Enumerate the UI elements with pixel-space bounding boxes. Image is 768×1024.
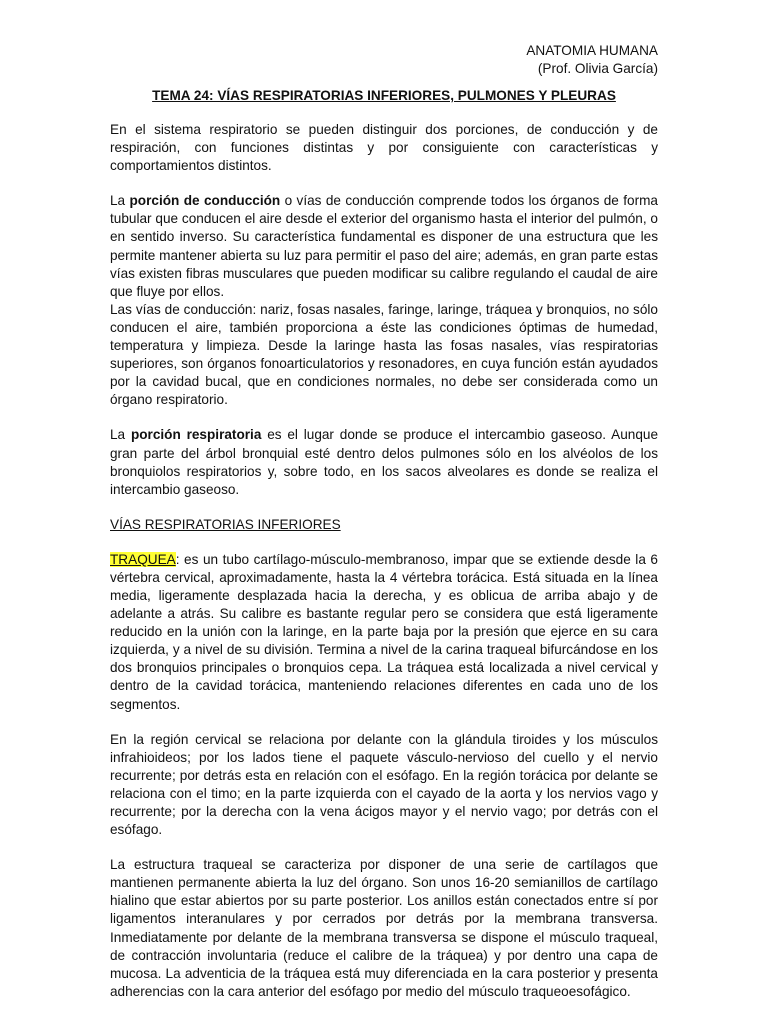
traquea-paragraph bbox=[110, 551, 658, 714]
respiratoria-term: porción respiratoria bbox=[130, 427, 262, 443]
document-body bbox=[110, 121, 658, 1018]
respiratoria-prefix: La bbox=[110, 427, 131, 443]
conduccion-prefix: La bbox=[110, 193, 130, 209]
conduccion-text: o vías de conducción comprende todos los órganos de forma tubular que conducen el aire desde el exterior del organismo hasta el interior del pulmón, o en sentido inverso. Su característica fundamental es disponer de una estructura que les permite mantener abierta su luz para permitir el paso del aire; además, en gran parte estas vías existen fibras musculares que pueden modificar su calibre regulando el caudal de aire que fluye por ellos. bbox=[110, 193, 658, 299]
respiratoria-text: es el lugar donde se produce el intercambio gaseoso. Aunque gran parte del árbol bronquial esté dentro delos pulmones sólo en los alvéolos de los bronquiolos respiratorios y, sobre todo, en los sacos alveolares es donde se realiza el intercambio gaseoso. bbox=[110, 427, 659, 497]
section-heading: VÍAS RESPIRATORIAS INFERIORES bbox=[110, 516, 341, 532]
estructura-paragraph: La estructura traqueal se caracteriza por disponer de una serie de cartílagos que mantienen permanente abierta la luz del órgano. Son unos 16-20 semianillos de cartílago hialino que estar abiertos por su parte posterior. Los anillos están conectados entre sí por ligamentos interanulares y por cerrados por detrás por la membrana transversa. Inmediatamente por delante de la membrana transversa se dispone el músculo traqueal, de contracción involuntaria (reduce el calibre de la tráquea) y por dentro una capa de mucosa. La adventicia de la tráquea está muy diferenciada en la cara posterior y presenta adherencias con la cara anterior del esófago por medio del músculo traqueoesofágico. bbox=[110, 857, 658, 999]
professor-name: (Prof. Olivia García) bbox=[537, 61, 658, 76]
region-cervical-paragraph: En la región cervical se relaciona por delante con la glándula tiroides y los músculos infrahioideos; por los lados tiene el paquete vásculo-nervioso del cuello y el nervio recurrente; por detrás esta en relación con el esófago. En la región torácica por delante se relaciona con el timo; en la parte izquierda con el cayado de la aorta y los nervios vago y recurrente; por la derecha con la vena ácigos mayor y el nervio vago; por detrás con el esófago. bbox=[110, 731, 658, 838]
traquea-highlight: TRAQUEA bbox=[110, 551, 176, 567]
page-header bbox=[526, 42, 658, 78]
document-title: TEMA 24: VÍAS RESPIRATORIAS INFERIORES, PULMONES Y PLEURAS bbox=[152, 88, 616, 103]
intro-paragraph: En el sistema respiratorio se pueden distinguir dos porciones, de conducción y de respiración, con funciones distintas y por consiguiente con características y comportamientos distintos. bbox=[110, 122, 658, 174]
respiratoria-paragraph bbox=[110, 426, 658, 498]
conduccion-term: porción de conducción bbox=[129, 193, 281, 209]
traquea-text: : es un tubo cartílago-músculo-membranoso, impar que se extiende desde la 6 vértebra cervical, aproximadamente, hasta la 4 vértebra torácica. Está situada en la línea media, ligeramente desplazada hacia la derecha, y es oblicua de arriba abajo y de adelante a atrás. Su calibre es bastante regular pero se considera que está ligeramente reducido en la unión con la laringe, en la parte baja por la presión que ejerce en su cara izquierda, y a nivel de su división. Termina a nivel de la carina traqueal bifurcándose en los dos bronquios principales o bronquios cepa. La tráquea está localizada a nivel cervical y dentro de la cavidad torácica, manteniendo relaciones diferentes en cada uno de los segmentos. bbox=[110, 551, 658, 712]
vias-paragraph: Las vías de conducción: nariz, fosas nasales, faringe, laringe, tráquea y bronquios, no sólo conducen el aire, también proporciona a éste las condiciones óptimas de humedad, temperatura y limpieza. Desde la laringe hasta las fosas nasales, vías respiratorias superiores, son órganos fonoarticulatorios y resonadores, en cuya función están ayudados por la cavidad bucal, que en condiciones normales, no debe ser considerada como un órgano respiratorio. bbox=[110, 301, 658, 408]
course-name: ANATOMIA HUMANA bbox=[526, 43, 658, 58]
conduccion-paragraph bbox=[110, 192, 658, 301]
